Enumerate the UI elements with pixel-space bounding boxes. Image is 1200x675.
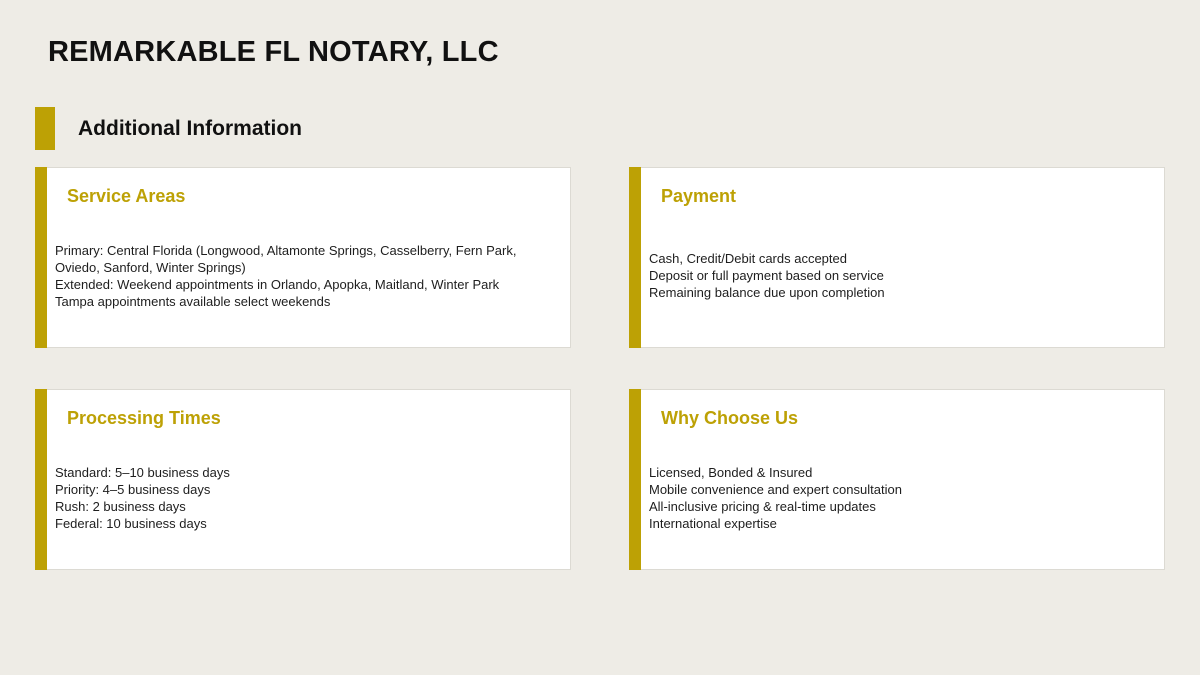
card-title: Processing Times xyxy=(67,408,221,428)
card-text xyxy=(649,250,1154,301)
payment-card xyxy=(629,167,1165,348)
card-line: Primary: Central Florida (Longwood, Altamonte Springs, Casselberry, Fern Park, Oviedo, Sanford, Winter Springs) xyxy=(55,243,517,275)
card-text xyxy=(55,464,560,532)
card-line: Mobile convenience and expert consultation xyxy=(649,482,902,497)
card-line: Remaining balance due upon completion xyxy=(649,285,885,300)
service-areas-card xyxy=(35,167,571,348)
card-line: Rush: 2 business days xyxy=(55,499,186,514)
section-accent-bar xyxy=(35,107,55,150)
card-line: Deposit or full payment based on service xyxy=(649,268,884,283)
card-text xyxy=(649,464,1154,532)
card-line: Priority: 4–5 business days xyxy=(55,482,211,497)
processing-times-card xyxy=(35,389,571,570)
card-title: Why Choose Us xyxy=(661,408,799,428)
card-accent-bar xyxy=(35,167,47,348)
card-text xyxy=(55,242,560,310)
card-line: Cash, Credit/Debit cards accepted xyxy=(649,251,847,266)
card-line: Standard: 5–10 business days xyxy=(55,465,230,480)
card-line: Extended: Weekend appointments in Orlando, Apopka, Maitland, Winter Park xyxy=(55,277,500,292)
card-accent-bar xyxy=(629,167,641,348)
card-title: Service Areas xyxy=(67,186,186,206)
card-line: Licensed, Bonded & Insured xyxy=(649,465,813,480)
card-accent-bar xyxy=(629,389,641,570)
card-title: Payment xyxy=(661,186,737,206)
card-line: Federal: 10 business days xyxy=(55,516,207,531)
card-line: International expertise xyxy=(649,516,777,531)
company-title: REMARKABLE FL NOTARY, LLC xyxy=(48,36,499,68)
card-line: Tampa appointments available select weekends xyxy=(55,294,331,309)
why-choose-us-card xyxy=(629,389,1165,570)
card-accent-bar xyxy=(35,389,47,570)
card-line: All-inclusive pricing & real-time updates xyxy=(649,499,876,514)
section-heading: Additional Information xyxy=(78,117,302,140)
